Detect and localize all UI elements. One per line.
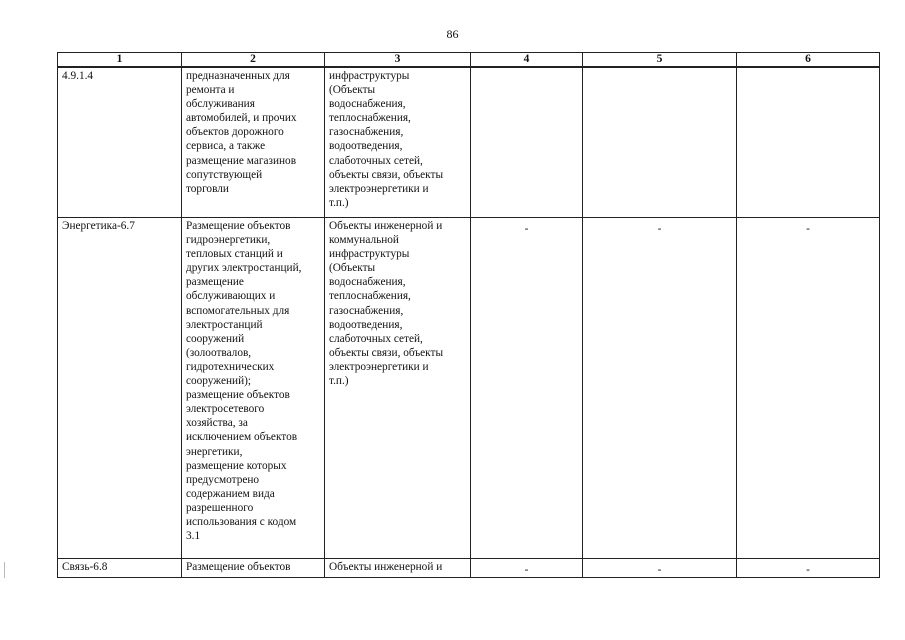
margin-mark bbox=[4, 562, 10, 578]
table-cell-description: Размещение объектов bbox=[182, 559, 325, 578]
header-col-3: 3 bbox=[325, 53, 471, 68]
table-cell-description: предназначенных для ремонта и обслуживания автомобилей, и прочих объектов дорожного сервиса, а также размещение магазинов сопутствующей торговли bbox=[182, 67, 325, 218]
table-cell-col5: - bbox=[583, 218, 737, 559]
table-row bbox=[58, 559, 880, 578]
table-cell-col5: - bbox=[583, 559, 737, 578]
table-cell-col4: - bbox=[471, 218, 583, 559]
table-cell-col6: - bbox=[737, 559, 880, 578]
header-col-2: 2 bbox=[182, 53, 325, 68]
header-col-4: 4 bbox=[471, 53, 583, 68]
table-cell-col4: - bbox=[471, 559, 583, 578]
header-col-5: 5 bbox=[583, 53, 737, 68]
table-cell-code: Энергетика-6.7 bbox=[58, 218, 182, 559]
table-cell-col6: - bbox=[737, 218, 880, 559]
table-header-row bbox=[58, 53, 880, 68]
table-cell-code: 4.9.1.4 bbox=[58, 67, 182, 218]
table-row bbox=[58, 67, 880, 218]
table-cell-objects: Объекты инженерной и bbox=[325, 559, 471, 578]
zoning-table bbox=[57, 52, 880, 578]
header-col-6: 6 bbox=[737, 53, 880, 68]
table-cell-col6 bbox=[737, 67, 880, 218]
table-cell-code: Связь-6.8 bbox=[58, 559, 182, 578]
page-number: 86 bbox=[446, 27, 459, 41]
table-cell-col4 bbox=[471, 67, 583, 218]
table-cell-description: Размещение объектов гидроэнергетики, тепловых станций и других электростанций, размещение обслуживающих и вспомогательных для электростанций сооружений (золоотвалов, гидротехнических сооружений); размещение объектов электросетевого хозяйства, за исключением объектов энергетики, размещение которых предусмотрено содержанием вида разрешенного использования с кодом 3.1 bbox=[182, 218, 325, 559]
table-cell-objects: Объекты инженерной и коммунальной инфраструктуры (Объекты водоснабжения, теплоснабжения, газоснабжения, водоотведения, слаботочных сетей, объекты связи, объекты электроэнергетики и т.п.) bbox=[325, 218, 471, 559]
table-cell-objects: инфраструктуры (Объекты водоснабжения, теплоснабжения, газоснабжения, водоотведения, слаботочных сетей, объекты связи, объекты электроэнергетики и т.п.) bbox=[325, 67, 471, 218]
header-col-1: 1 bbox=[58, 53, 182, 68]
table-row bbox=[58, 218, 880, 559]
table-cell-col5 bbox=[583, 67, 737, 218]
